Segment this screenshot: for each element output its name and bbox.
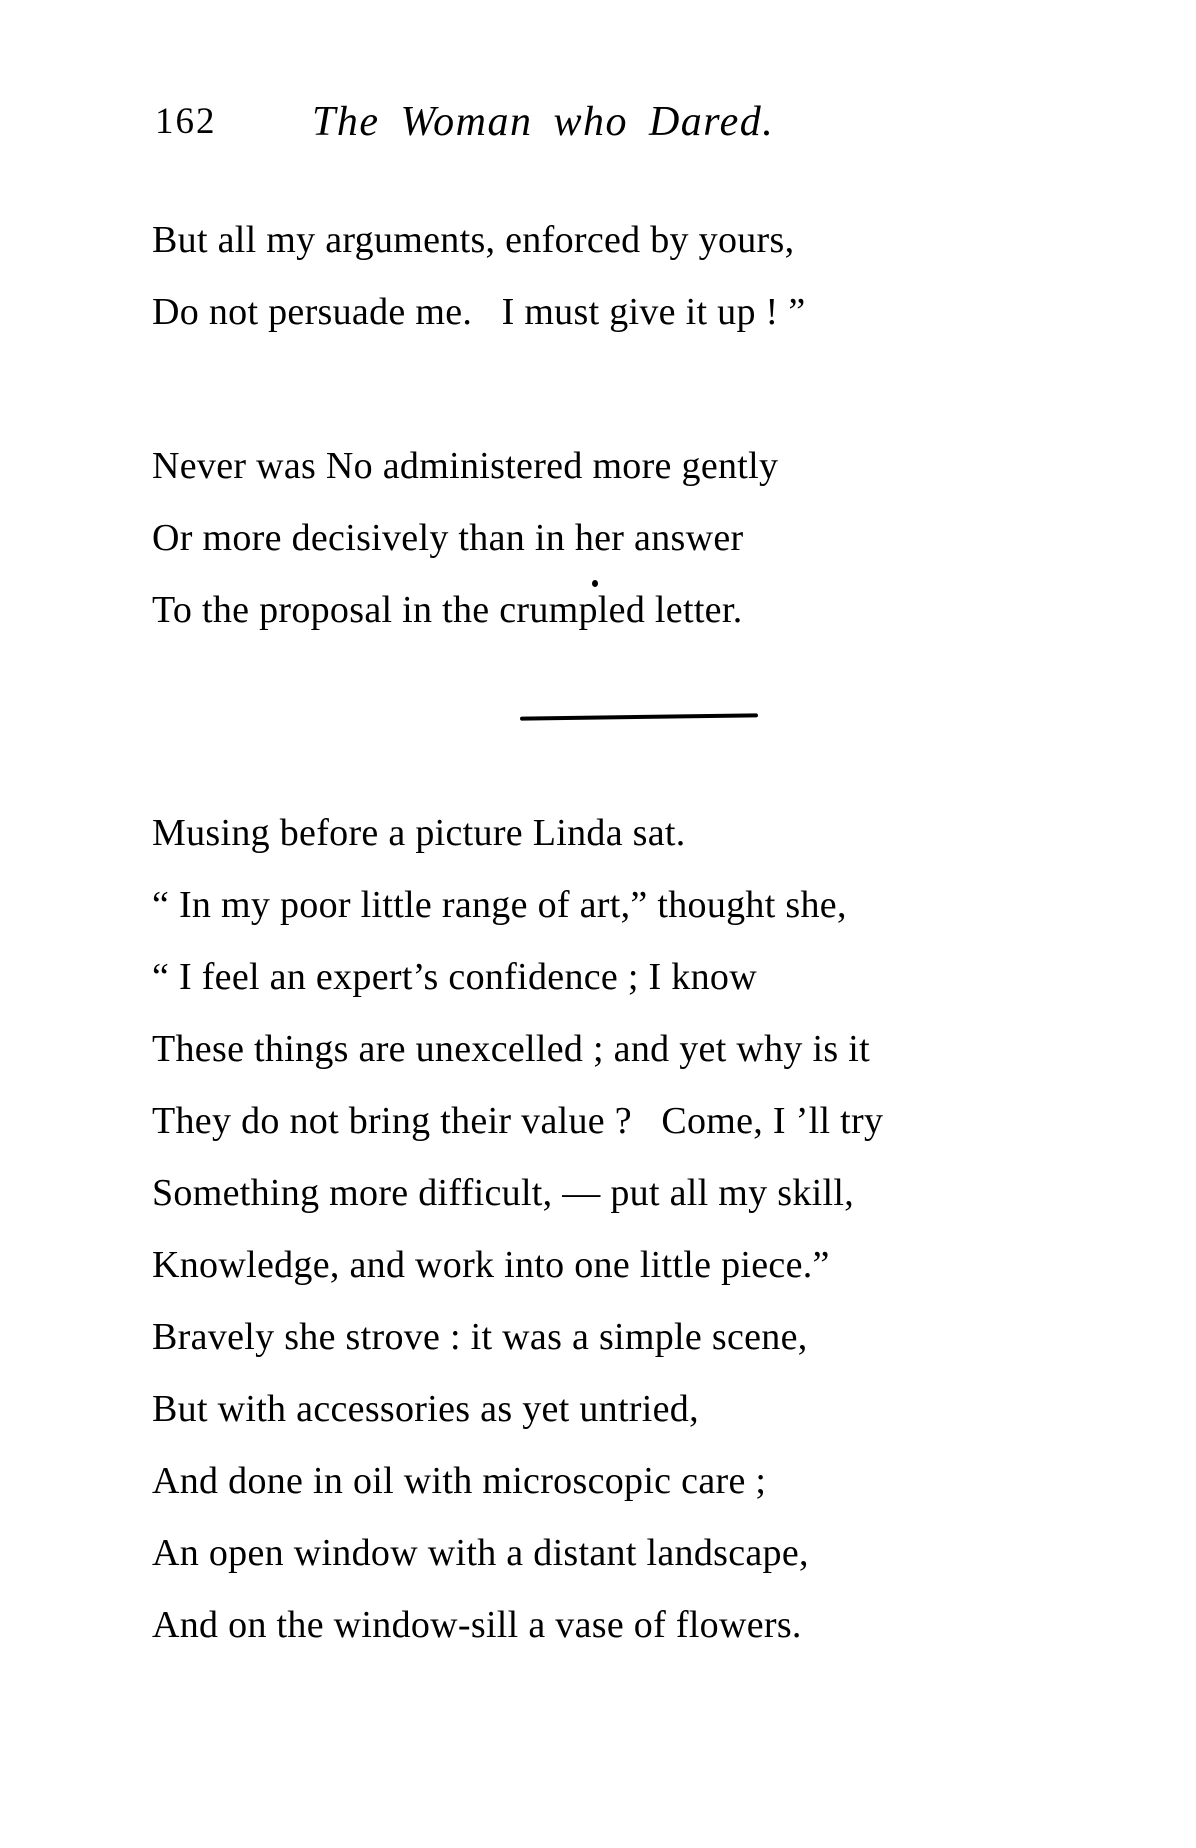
poem-line: An open window with a distant landscape, [152, 1532, 809, 1574]
poem-line: They do not bring their value ? Come, I ’ll try [152, 1100, 884, 1142]
poem-line: And on the window-sill a vase of flowers. [152, 1604, 802, 1646]
poem-line: These things are unexcelled ; and yet why is it [152, 1028, 870, 1070]
stanza [152, 430, 1142, 646]
poem-line: Do not persuade me. I must give it up ! ” [152, 291, 806, 333]
poem-line: To the proposal in the crumpled letter. [152, 589, 743, 631]
running-title: The Woman who Dared. [312, 99, 775, 145]
poem-line: Bravely she strove : it was a simple scene, [152, 1316, 808, 1358]
poem-line: “ I feel an expert’s confidence ; I know [152, 956, 757, 998]
poem-line: Musing before a picture Linda sat. [152, 812, 686, 854]
stanza [152, 797, 1142, 1661]
page-header [0, 86, 1196, 158]
page-number: 162 [155, 101, 217, 142]
poem-line: Never was No administered more gently [152, 445, 779, 487]
ink-spot [592, 580, 598, 587]
stanza [152, 204, 1142, 348]
poem-line: Something more difficult, — put all my skill, [152, 1172, 855, 1214]
poem-line: And done in oil with microscopic care ; [152, 1460, 767, 1502]
section-divider-rule [520, 713, 758, 720]
poem-line: But with accessories as yet untried, [152, 1388, 699, 1430]
poem-line: “ In my poor little range of art,” thought she, [152, 884, 847, 926]
poem-line: Knowledge, and work into one little piece.” [152, 1244, 830, 1286]
poem-line: But all my arguments, enforced by yours, [152, 219, 795, 261]
poem-line: Or more decisively than in her answer [152, 517, 744, 559]
